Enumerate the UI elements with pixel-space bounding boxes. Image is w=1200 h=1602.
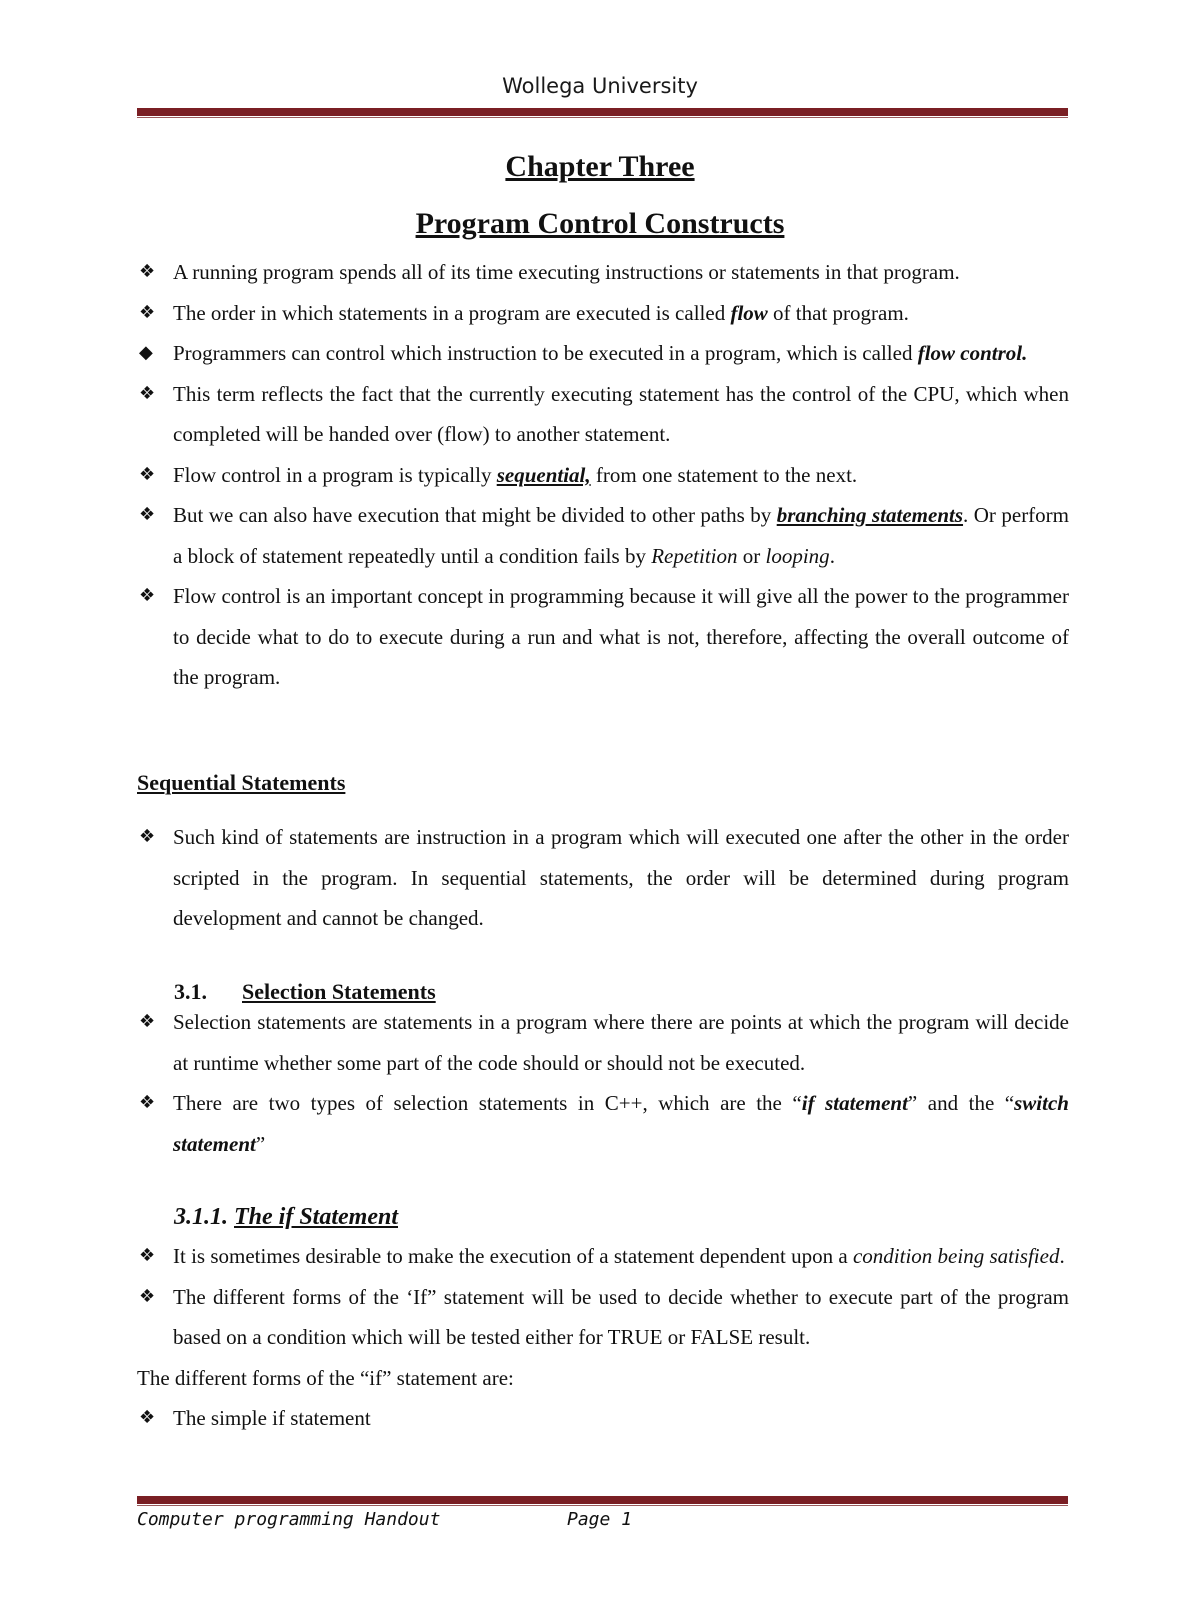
- diamond-dots-bullet-icon: ❖: [139, 504, 156, 525]
- list-item: [137, 1236, 1069, 1277]
- bullet-text: Flow control in a program is typically: [173, 462, 497, 487]
- footer-page-number: Page 1: [567, 1509, 633, 1530]
- bullet-text: This term reflects the fact that the currently executing statement has the control of the CPU, which when completed will be handed over (flow) to another statement.: [173, 381, 1069, 446]
- section-number: 3.1.: [174, 979, 207, 1004]
- bullet-text: Selection statements are statements in a program where there are points at which the program will decide at runtime whether some part of the code should or should not be executed.: [173, 1010, 1069, 1075]
- bullet-text: ” and the “: [907, 1091, 1015, 1115]
- list-item: [137, 1002, 1069, 1083]
- bullet-emphasis: flow: [730, 300, 768, 325]
- bullet-emphasis: sequential,: [496, 462, 591, 487]
- bullet-emphasis: if statement: [801, 1091, 908, 1115]
- list-item: [137, 333, 1069, 374]
- diamond-dots-bullet-icon: ❖: [139, 826, 156, 847]
- bullet-text: There are two types of selection statements in C++, which are the “: [173, 1091, 802, 1115]
- chapter-title: Chapter Three: [505, 150, 695, 183]
- bullet-text: . Or perform a block of statement repeatedly until a condition fails by: [173, 503, 1070, 568]
- bullet-text: ”: [255, 1131, 266, 1156]
- list-item: [137, 817, 1069, 939]
- bullet-text: Programmers can control which instruction to be executed in a program, which is called: [173, 341, 918, 365]
- list-item: [137, 1277, 1069, 1358]
- sequential-heading: Sequential Statements: [137, 770, 346, 795]
- header-title: Wollega University: [502, 74, 698, 98]
- bullet-emphasis: flow control.: [917, 341, 1028, 365]
- diamond-dots-bullet-icon: ❖: [139, 1407, 156, 1428]
- diamond-dots-bullet-icon: ❖: [139, 1245, 156, 1266]
- list-item: [137, 1398, 1069, 1439]
- bullet-text: from one statement to the next.: [590, 462, 858, 487]
- footer-rule-thin: [137, 1505, 1068, 1506]
- diamond-dots-bullet-icon: ❖: [139, 382, 156, 404]
- if-bullet-list: [137, 1236, 1069, 1439]
- bullet-text: But we can also have execution that might be divided to other paths by: [173, 503, 777, 527]
- list-item: [137, 374, 1069, 455]
- bullet-text: A running program spends all of its time executing instructions or statements in that program.: [173, 260, 960, 284]
- section-number: 3.1.1.: [174, 1204, 228, 1230]
- intro-bullet-list: [137, 252, 1069, 698]
- footer-rule: [137, 1496, 1068, 1504]
- bullet-italic: Repetition: [651, 543, 738, 568]
- diamond-dots-bullet-icon: ❖: [139, 463, 156, 485]
- footer-handout-title: Computer programming Handout: [137, 1509, 441, 1530]
- list-item: [137, 576, 1069, 698]
- header-rule: [137, 108, 1068, 116]
- diamond-dots-bullet-icon: ❖: [139, 261, 156, 282]
- list-item: [137, 495, 1069, 576]
- forms-intro: The different forms of the “if” statement are:: [137, 1365, 514, 1390]
- chapter-subtitle: Program Control Constructs: [415, 207, 785, 240]
- section-title: Selection Statements: [242, 979, 436, 1004]
- diamond-dots-bullet-icon: ❖: [139, 1092, 156, 1113]
- list-item: [137, 1083, 1069, 1164]
- diamond-dots-bullet-icon: ❖: [139, 1011, 156, 1032]
- bullet-emphasis: switch statement: [173, 1091, 1069, 1156]
- bullet-text: The simple if statement: [173, 1406, 371, 1430]
- selection-bullet-list: [137, 1002, 1069, 1164]
- bullet-italic: condition being satisfied: [852, 1244, 1060, 1268]
- solid-diamond-bullet-icon: ◆: [139, 342, 153, 363]
- list-item: [137, 293, 1069, 334]
- diamond-dots-bullet-icon: ❖: [139, 1285, 156, 1307]
- bullet-text: It is sometimes desirable to make the execution of a statement dependent upon a: [173, 1244, 853, 1268]
- bullet-text: Flow control is an important concept in programming because it will give all the power to the programmer to decide what to do to execute during a run and what is not, therefore, affecting the overall outcome of the program.: [173, 584, 1069, 689]
- bullet-text: Such kind of statements are instruction in a program which will executed one after the other in the order scripted in the program. In sequential statements, the order will be determined during program development and cannot be changed.: [173, 825, 1069, 930]
- bullet-emphasis: branching statements: [776, 503, 964, 527]
- bullet-text: of that program.: [767, 300, 909, 325]
- bullet-italic: looping: [765, 543, 830, 568]
- list-item: [137, 455, 1069, 496]
- section-title: The if Statement: [234, 1204, 398, 1230]
- bullet-text: The order in which statements in a program are executed is called: [173, 300, 731, 325]
- bullet-text: The different forms of the ‘If” statement will be used to decide whether to execute part of the program based on a condition which will be tested either for TRUE or FALSE result.: [173, 1284, 1069, 1349]
- list-item: [137, 252, 1069, 293]
- if-statement-heading: [174, 1204, 398, 1231]
- header-rule-thin: [137, 117, 1068, 118]
- sequential-bullet-list: [137, 817, 1069, 939]
- diamond-dots-bullet-icon: ❖: [139, 301, 156, 323]
- bullet-text: or: [737, 543, 766, 568]
- bullet-text: .: [829, 543, 835, 568]
- bullet-text: .: [1059, 1244, 1065, 1268]
- diamond-dots-bullet-icon: ❖: [139, 585, 156, 606]
